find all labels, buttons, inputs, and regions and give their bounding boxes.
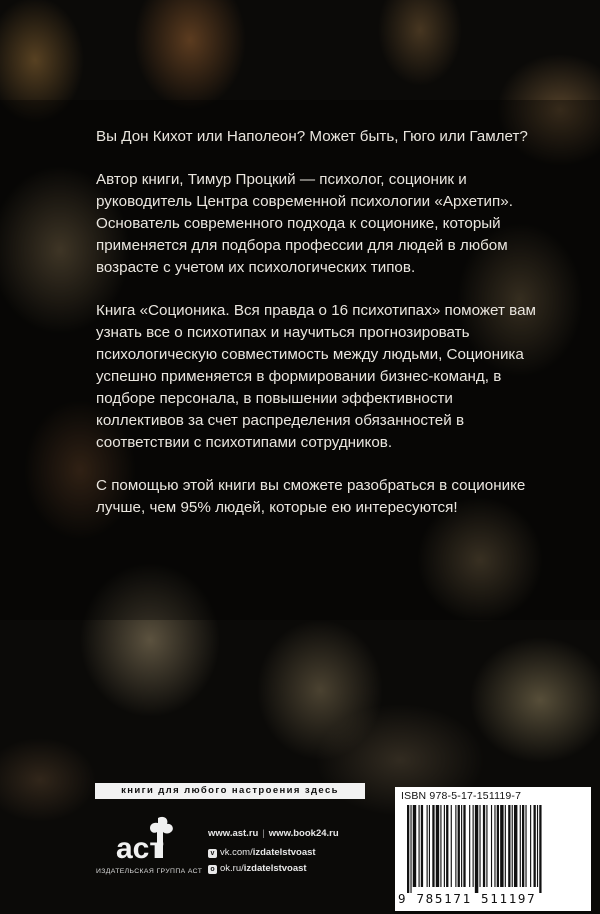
- barcode-bar: [413, 805, 416, 887]
- blurb-paragraph-1: Вы Дон Кихот или Наполеон? Может быть, Гюго или Гамлет?: [96, 128, 528, 145]
- barcode-bar: [419, 805, 420, 887]
- barcode-bar: [530, 805, 531, 887]
- barcode-bars: [399, 805, 587, 893]
- vk-icon: v: [208, 849, 217, 858]
- ast-logo: [114, 816, 180, 864]
- barcode-bar: [410, 805, 411, 893]
- barcode-digits: 9 785171 511197: [398, 891, 537, 906]
- odnoklassniki-icon: o: [208, 865, 217, 874]
- isbn-barcode: [395, 787, 591, 911]
- barcode-bar: [514, 805, 517, 887]
- barcode-bar: [475, 805, 478, 893]
- barcode-bar: [491, 805, 492, 887]
- vk-row[interactable]: [208, 847, 339, 859]
- ok-handle: izdatelstvoast: [243, 863, 307, 874]
- vk-prefix: vk.com/: [220, 847, 253, 858]
- barcode-bar: [522, 805, 524, 887]
- isbn-text: ISBN 978-5-17-151119-7: [401, 790, 522, 802]
- book24-site-link[interactable]: www.book24.ru: [268, 828, 339, 839]
- barcode-bar: [483, 805, 485, 887]
- barcode-bar: [469, 805, 470, 887]
- publisher-group-name: ИЗДАТЕЛЬСКАЯ ГРУППА АСТ: [96, 868, 203, 875]
- publisher-links: [208, 828, 339, 879]
- barcode-bar: [463, 805, 465, 887]
- site-separator: |: [262, 828, 265, 839]
- barcode-bar: [451, 805, 452, 887]
- barcode-bar: [539, 805, 541, 893]
- barcode-bar: [505, 805, 506, 887]
- barcode-bar: [500, 805, 503, 887]
- barcode-bar: [537, 805, 538, 887]
- vk-handle: izdatelstvoast: [252, 847, 316, 858]
- blurb-paragraph-3: Книга «Соционика. Вся правда о 16 психотипах» поможет вам узнать все о психотипах и научиться прогнозировать психологическую совместимость между людьми, Соционика успешно применяется в формировании бизнес-команд, в подборе персонала, в повышении эффективности коллективов за счет распределения обязанностей в соответствии с психотипами сотрудников.: [96, 302, 536, 451]
- ok-row[interactable]: [208, 863, 339, 875]
- barcode-bar: [432, 805, 434, 887]
- tagline-bar: книги для любого настроения здесь: [95, 783, 365, 799]
- publisher-footer: [0, 770, 600, 914]
- barcode-bar: [446, 805, 448, 887]
- barcode-bar: [508, 805, 510, 887]
- blurb-paragraph-2: Автор книги, Тимур Процкий — психолог, соционик и руководитель Центра современной психологии «Архетип». Основатель современного подхода к соционике, который применяется для подбора профессии для людей в любом возрасте с учетом их психологических типов.: [96, 171, 513, 276]
- barcode-bar: [473, 805, 474, 887]
- barcode-bar: [525, 805, 526, 887]
- barcode-bar: [486, 805, 487, 887]
- barcode-bar: [458, 805, 460, 887]
- barcode-bar: [407, 805, 409, 893]
- barcode-bar: [461, 805, 462, 887]
- barcode-bar: [494, 805, 495, 887]
- barcode-bar: [429, 805, 430, 887]
- websites-row: [208, 828, 339, 840]
- barcode-bar: [512, 805, 513, 887]
- blurb-text: [96, 126, 536, 540]
- barcode-bar: [427, 805, 428, 887]
- barcode-bar: [440, 805, 441, 887]
- barcode-bar: [479, 805, 480, 887]
- barcode-bar: [520, 805, 521, 887]
- barcode-bar: [421, 805, 423, 887]
- barcode-bar: [436, 805, 439, 887]
- barcode-bar: [455, 805, 456, 887]
- blurb-paragraph-4: С помощью этой книги вы сможете разобраться в соционике лучше, чем 95% людей, которые ею интересуются!: [96, 477, 526, 516]
- svg-text:аст: аст: [116, 832, 165, 864]
- barcode-bar: [444, 805, 445, 887]
- barcode-bar: [534, 805, 536, 887]
- barcode-bar: [497, 805, 499, 887]
- ast-site-link[interactable]: www.ast.ru: [208, 828, 259, 839]
- ok-prefix: ok.ru/: [220, 863, 244, 874]
